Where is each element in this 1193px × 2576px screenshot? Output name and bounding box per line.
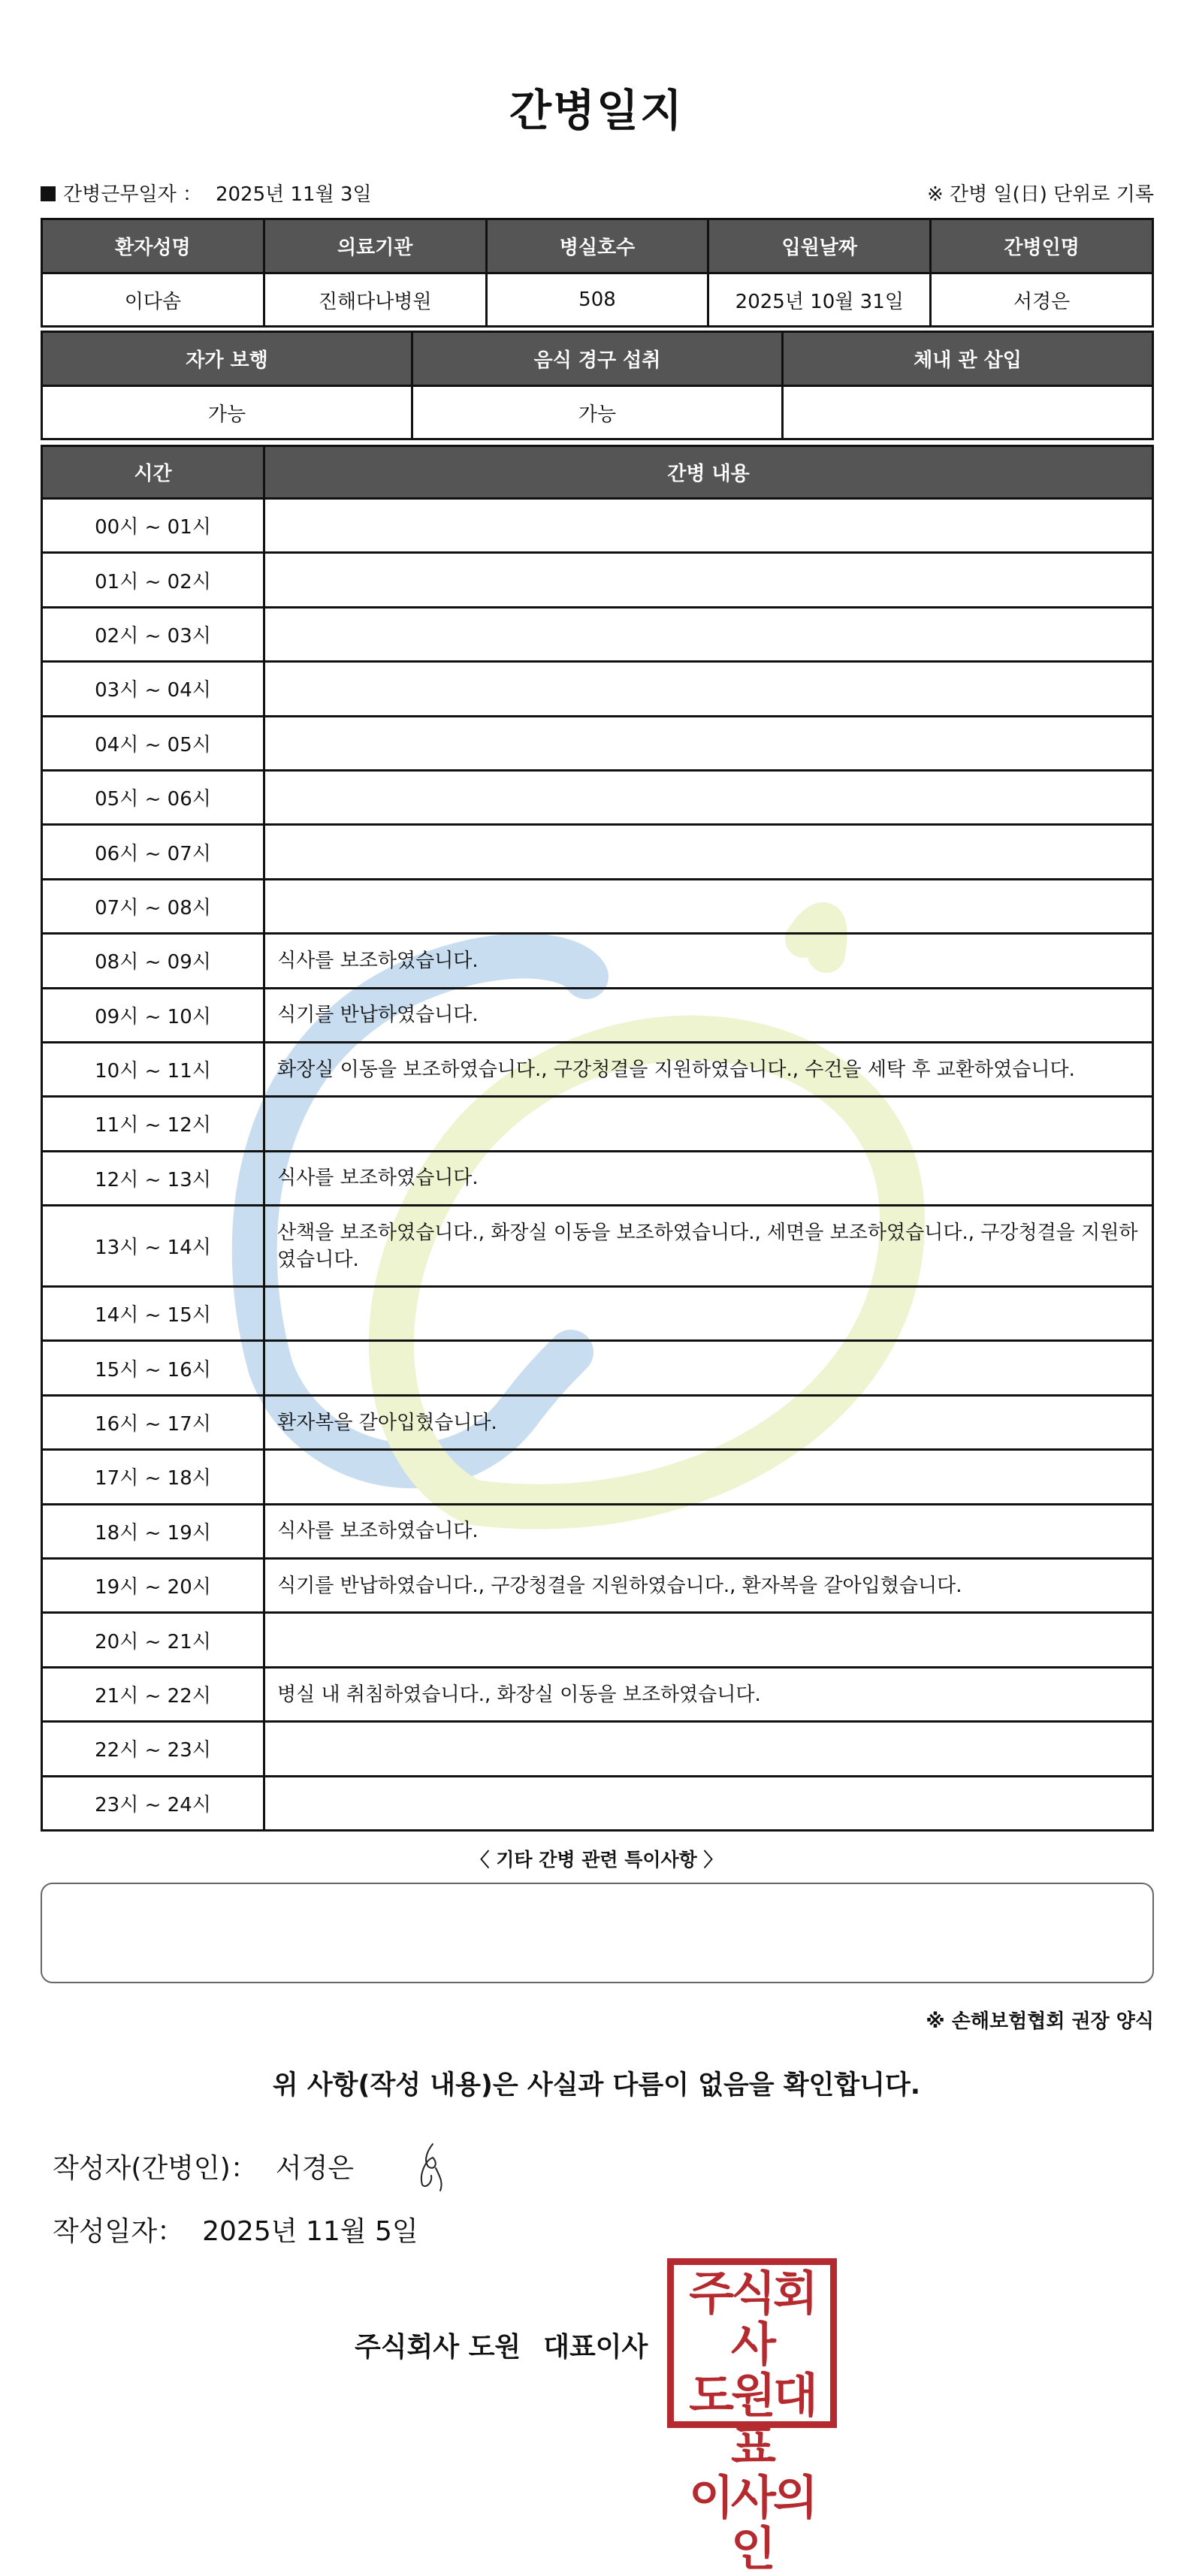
log-content: 화장실 이동을 보조하였습니다., 구강청결을 지원하였습니다., 수건을 세탁 후 교환하였습니다. [264,1042,1153,1096]
care-log-table [41,445,1154,1832]
log-time: 18시 ~ 19시 [42,1504,264,1558]
log-time: 08시 ~ 09시 [42,934,264,988]
log-time: 19시 ~ 20시 [42,1559,264,1613]
header-walking: 자가 보행 [42,332,412,386]
stamp-line-2: 도원대표 [689,2368,815,2474]
log-time: 05시 ~ 06시 [42,770,264,824]
header-oral-intake: 음식 경구 섭취 [412,332,783,386]
log-content [264,1450,1153,1504]
header-admission-date: 입원날짜 [708,219,931,273]
write-date-label: 작성일자： [53,2216,185,2247]
log-content: 식사를 보조하였습니다. [264,934,1153,988]
log-time: 17시 ~ 18시 [42,1450,264,1504]
header-care-content: 간병 내용 [264,446,1153,499]
log-row [42,1504,1153,1558]
log-content [264,1722,1153,1776]
special-notes-label: 〈 기타 간병 관련 특이사항 〉 [470,1849,723,1871]
log-time: 00시 ~ 01시 [42,499,264,553]
signature-mark [413,2141,448,2194]
caregiver-name: 서경은 [931,273,1153,327]
log-row [42,1287,1153,1341]
stamp-line-3: 이사의인 [689,2470,815,2576]
record-unit-note: ※ 간병 일(日) 단위로 기록 [926,183,1154,206]
log-time: 16시 ~ 17시 [42,1395,264,1449]
log-row [42,1206,1153,1287]
log-row [42,1776,1153,1830]
log-time: 15시 ~ 16시 [42,1341,264,1395]
company-seal-stamp [667,2258,837,2576]
log-row [42,825,1153,879]
writer-name: 서경은 [275,2153,355,2184]
log-time: 21시 ~ 22시 [42,1667,264,1721]
log-content: 병실 내 취침하였습니다., 화장실 이동을 보조하였습니다. [264,1667,1153,1721]
special-notes-box [41,1883,1154,1983]
header-tube: 체내 관 삽입 [783,332,1153,386]
oral-intake-value: 가능 [412,386,783,439]
log-row [42,499,1153,553]
log-time: 10시 ~ 11시 [42,1042,264,1096]
log-row [42,1667,1153,1721]
log-content [264,499,1153,553]
log-row [42,1151,1153,1205]
log-row [42,1722,1153,1776]
log-time: 13시 ~ 14시 [42,1206,264,1287]
log-time: 22시 ~ 23시 [42,1722,264,1776]
log-row [42,1395,1153,1449]
log-time: 11시 ~ 12시 [42,1097,264,1151]
patient-name: 이다솜 [42,273,264,327]
stamp-line-1: 주식회사 [689,2266,815,2372]
log-time: 23시 ~ 24시 [42,1776,264,1830]
recommend-note: ※ 손해보험협회 권장 양식 [926,2010,1154,2033]
log-row [42,716,1153,770]
hospital-name: 진해다나병원 [264,273,486,327]
log-row [42,1559,1153,1613]
write-date-line [53,2210,418,2248]
log-row [42,934,1153,988]
log-row [42,1097,1153,1151]
log-row [42,879,1153,933]
log-time: 06시 ~ 07시 [42,825,264,879]
log-row [42,988,1153,1042]
writer-line [53,2147,354,2185]
log-content: 식사를 보조하였습니다. [264,1151,1153,1205]
log-content [264,825,1153,879]
log-content: 식사를 보조하였습니다. [264,1504,1153,1558]
header-patient-name: 환자성명 [42,219,264,273]
work-date-value: 2025년 11월 3일 [215,183,372,206]
company-line [355,2326,648,2364]
log-time: 09시 ~ 10시 [42,988,264,1042]
writer-label: 작성자(간병인)： [53,2153,258,2184]
walking-value: 가능 [42,386,412,439]
log-content: 환자복을 갈아입혔습니다. [264,1395,1153,1449]
log-content [264,770,1153,824]
log-time: 07시 ~ 08시 [42,879,264,933]
write-date-value: 2025년 11월 5일 [202,2216,418,2247]
log-content [264,879,1153,933]
confirmation-text: 위 사항(작성 내용)은 사실과 다름이 없음을 확인합니다. [272,2070,921,2100]
log-time: 14시 ~ 15시 [42,1287,264,1341]
log-time: 03시 ~ 04시 [42,662,264,716]
log-time: 04시 ~ 05시 [42,716,264,770]
page-title: 간병일지 [509,85,684,136]
log-content [264,1341,1153,1395]
log-row [42,1042,1153,1096]
log-time: 01시 ~ 02시 [42,553,264,607]
log-row [42,1341,1153,1395]
log-content: 식기를 반납하였습니다. [264,988,1153,1042]
header-hospital: 의료기관 [264,219,486,273]
work-date-line [41,179,372,207]
log-content [264,1097,1153,1151]
log-row [42,1613,1153,1667]
log-row [42,662,1153,716]
patient-info-table [41,218,1154,328]
work-date-label: 간병근무일자 ： [63,183,202,206]
log-content: 식기를 반납하였습니다., 구강청결을 지원하였습니다., 환자복을 갈아입혔습니다. [264,1559,1153,1613]
log-time: 02시 ~ 03시 [42,607,264,661]
header-room: 병실호수 [486,219,708,273]
tube-value [783,386,1153,439]
admission-date: 2025년 10월 31일 [708,273,931,327]
log-content [264,553,1153,607]
square-bullet-icon [41,186,56,201]
company-name: 주식회사 도원 [355,2332,521,2363]
header-caregiver: 간병인명 [931,219,1153,273]
log-time: 20시 ~ 21시 [42,1613,264,1667]
log-content [264,1613,1153,1667]
log-content [264,607,1153,661]
log-row [42,607,1153,661]
ceo-title: 대표이사 [543,2332,648,2363]
header-time: 시간 [42,446,264,499]
log-row [42,553,1153,607]
log-content: 산책을 보조하였습니다., 화장실 이동을 보조하였습니다., 세면을 보조하였습니다., 구강청결을 지원하였습니다. [264,1206,1153,1287]
room-number: 508 [486,273,708,327]
log-row [42,1450,1153,1504]
log-content [264,1287,1153,1341]
log-content [264,716,1153,770]
log-content [264,662,1153,716]
log-content [264,1776,1153,1830]
log-row [42,770,1153,824]
patient-status-table [41,331,1154,440]
log-time: 12시 ~ 13시 [42,1151,264,1205]
